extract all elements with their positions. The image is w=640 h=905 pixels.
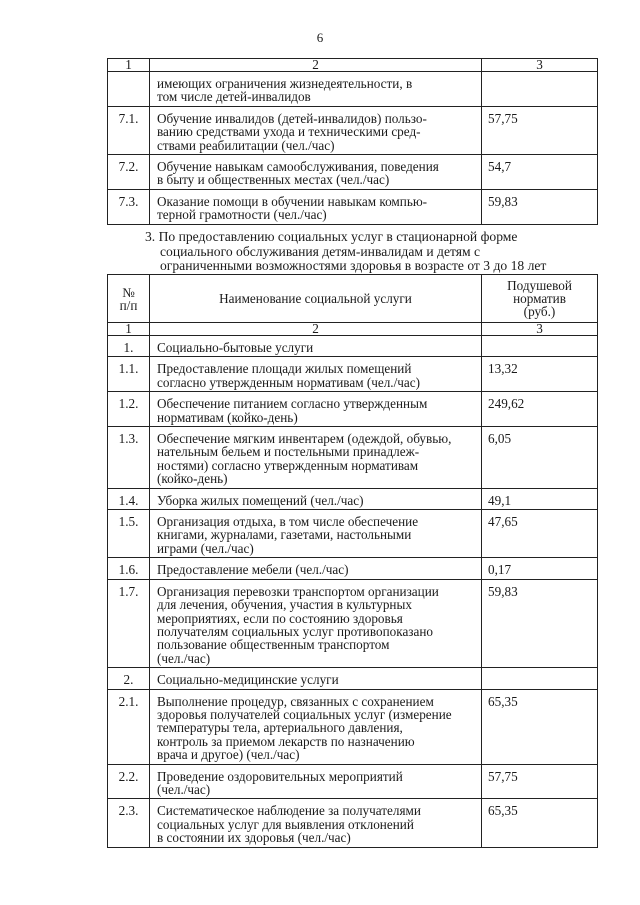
- norm-value: 57,75: [482, 106, 598, 154]
- service-name-line: контроль за приемом лекарств по назначению: [157, 733, 415, 749]
- row-number: 1.4.: [108, 488, 150, 509]
- service-name: [150, 579, 482, 667]
- service-name-line: Проведение оздоровительных мероприятий: [157, 768, 403, 784]
- row-number: 1.7.: [108, 579, 150, 667]
- norm-value: 249,62: [482, 392, 598, 427]
- service-name-line: Обеспечение мягким инвентарем (одеждой, обувью,: [157, 431, 452, 447]
- norm-value: 13,32: [482, 357, 598, 392]
- norm-value: 0,17: [482, 558, 598, 579]
- row-number: 2.2.: [108, 764, 150, 799]
- table-row: [108, 336, 598, 357]
- service-name-line: (чел./час): [157, 781, 211, 797]
- service-name-line: здоровья получателей социальных услуг (измерение: [157, 706, 452, 722]
- row-number: 2.3.: [108, 799, 150, 847]
- column-index-cell: 2: [150, 323, 482, 336]
- table-row: [108, 799, 598, 847]
- table-row: [108, 427, 598, 489]
- service-name-line: Организация перевозки транспортом организации: [157, 583, 439, 599]
- table-row: [108, 668, 598, 689]
- service-name: [150, 155, 482, 190]
- service-name: [150, 392, 482, 427]
- table-row: [108, 392, 598, 427]
- service-name-line: социальных услуг для выявления отклонений: [157, 816, 414, 832]
- service-name: [150, 189, 482, 224]
- norm-value: 57,75: [482, 764, 598, 799]
- table-row: [108, 510, 598, 558]
- service-name: [150, 336, 482, 357]
- service-name-line: Оказание помощи в обучении навыкам компью-: [157, 193, 428, 209]
- section-title-line: социального обслуживания детям-инвалидам и детям с: [160, 243, 481, 259]
- norm-value: [482, 72, 598, 107]
- norm-value: 47,65: [482, 510, 598, 558]
- row-number: 1.2.: [108, 392, 150, 427]
- service-name-line: Социально-медицинские услуги: [157, 672, 339, 688]
- service-name-line: мероприятиях, если по состоянию здоровья: [157, 610, 403, 626]
- col-header-number-line: №: [122, 284, 135, 300]
- col-header-number: [108, 275, 150, 323]
- column-index-cell: 3: [482, 59, 598, 72]
- norm-value: 65,35: [482, 799, 598, 847]
- row-number: 1.: [108, 336, 150, 357]
- norm-value: [482, 336, 598, 357]
- row-number: 7.1.: [108, 106, 150, 154]
- table-row: [108, 764, 598, 799]
- column-index-cell: 1: [108, 59, 150, 72]
- norm-value: 6,05: [482, 427, 598, 489]
- service-name-line: (чел./час): [157, 650, 211, 666]
- table-row: [108, 689, 598, 764]
- col-header-service-name: Наименование социальной услуги: [150, 275, 482, 323]
- service-name: [150, 488, 482, 509]
- column-index-cell: 3: [482, 323, 598, 336]
- column-index-cell: 1: [108, 323, 150, 336]
- table-row: [108, 189, 598, 224]
- service-name-line: получателям социальных услуг противопоказано: [157, 623, 434, 639]
- services-table-continued: [107, 58, 598, 225]
- service-name-line: Социально-бытовые услуги: [157, 340, 314, 355]
- service-name-line: Предоставление мебели (чел./час): [157, 562, 349, 578]
- norm-value: 49,1: [482, 488, 598, 509]
- table-row: [108, 72, 598, 107]
- service-name-line: Предоставление площади жилых помещений: [157, 361, 412, 377]
- service-name-line: имеющих ограничения жизнедеятельности, в: [157, 76, 413, 91]
- service-name-line: пользование общественным транспортом: [157, 637, 390, 653]
- table-row: [108, 155, 598, 190]
- service-name: [150, 764, 482, 799]
- service-name-line: нательным бельем и постельными принадлеж-: [157, 444, 420, 460]
- service-name: [150, 799, 482, 847]
- service-name: [150, 357, 482, 392]
- column-index-cell: 2: [150, 59, 482, 72]
- row-number: [108, 72, 150, 107]
- service-name-line: (койко-день): [157, 471, 228, 487]
- page-number: 6: [316, 30, 324, 45]
- row-number: 2.: [108, 668, 150, 689]
- section-3-title: [145, 230, 615, 274]
- col-header-norm-line: (руб.): [523, 304, 556, 319]
- row-number: 1.6.: [108, 558, 150, 579]
- table-row: [108, 488, 598, 509]
- section-title-line: ограниченными возможностями здоровья в возрасте от 3 до 18 лет: [160, 258, 547, 274]
- service-name: [150, 668, 482, 689]
- service-name-line: для лечения, обучения, участия в культурных: [157, 597, 412, 613]
- service-name-line: Уборка жилых помещений (чел./час): [157, 492, 364, 508]
- section-title-line: 3. По предоставлению социальных услуг в стационарной форме: [145, 229, 518, 244]
- row-number: 7.3.: [108, 189, 150, 224]
- service-name: [150, 72, 482, 107]
- service-name-line: в быту и общественных местах (чел./час): [157, 172, 390, 188]
- service-name-line: ванию средствами ухода и техническими сред-: [157, 124, 421, 140]
- row-number: 1.5.: [108, 510, 150, 558]
- row-number: 7.2.: [108, 155, 150, 190]
- service-name-line: Выполнение процедур, связанных с сохранением: [157, 693, 434, 709]
- service-name-line: ствами реабилитации (чел./час): [157, 137, 335, 153]
- service-name: [150, 510, 482, 558]
- table-row: [108, 558, 598, 579]
- service-name-line: Систематическое наблюдение за получателями: [157, 803, 421, 819]
- service-name-line: Обеспечение питанием согласно утвержденным: [157, 396, 428, 412]
- service-name-line: врача и другое) (чел./час): [157, 747, 300, 763]
- service-name-line: книгами, журналами, газетами, настольными: [157, 527, 412, 543]
- row-number: 1.1.: [108, 357, 150, 392]
- norm-value: 54,7: [482, 155, 598, 190]
- service-name-line: температуры тела, артериального давления,: [157, 720, 403, 736]
- service-name: [150, 106, 482, 154]
- service-name: [150, 427, 482, 489]
- norm-value: 59,83: [482, 189, 598, 224]
- norm-value: 65,35: [482, 689, 598, 764]
- row-number: 2.1.: [108, 689, 150, 764]
- table-row: [108, 579, 598, 667]
- service-name-line: Обучение навыкам самообслуживания, поведения: [157, 159, 439, 175]
- service-name-line: согласно утвержденным нормативам (чел./час): [157, 374, 420, 390]
- row-number: 1.3.: [108, 427, 150, 489]
- service-name-line: нормативам (койко-день): [157, 409, 298, 425]
- service-name: [150, 558, 482, 579]
- stationary-services-table: [107, 274, 598, 848]
- service-name-line: том числе детей-инвалидов: [157, 89, 311, 105]
- service-name-line: играми (чел./час): [157, 540, 254, 556]
- col-header-number-line: п/п: [119, 297, 138, 313]
- norm-value: 59,83: [482, 579, 598, 667]
- table-row: [108, 106, 598, 154]
- service-name: [150, 689, 482, 764]
- norm-value: [482, 668, 598, 689]
- col-header-norm-line: Подушевой: [507, 278, 572, 293]
- col-header-norm-line: норматив: [513, 291, 566, 306]
- service-name-line: в состоянии их здоровья (чел./час): [157, 830, 351, 846]
- service-name-line: ностями) согласно утвержденным нормативам: [157, 457, 419, 473]
- service-name-line: Организация отдыха, в том числе обеспечение: [157, 514, 419, 530]
- service-name-line: терной грамотности (чел./час): [157, 207, 327, 223]
- table-row: [108, 357, 598, 392]
- col-header-norm: [482, 275, 598, 323]
- service-name-line: Обучение инвалидов (детей-инвалидов) пользо-: [157, 110, 427, 126]
